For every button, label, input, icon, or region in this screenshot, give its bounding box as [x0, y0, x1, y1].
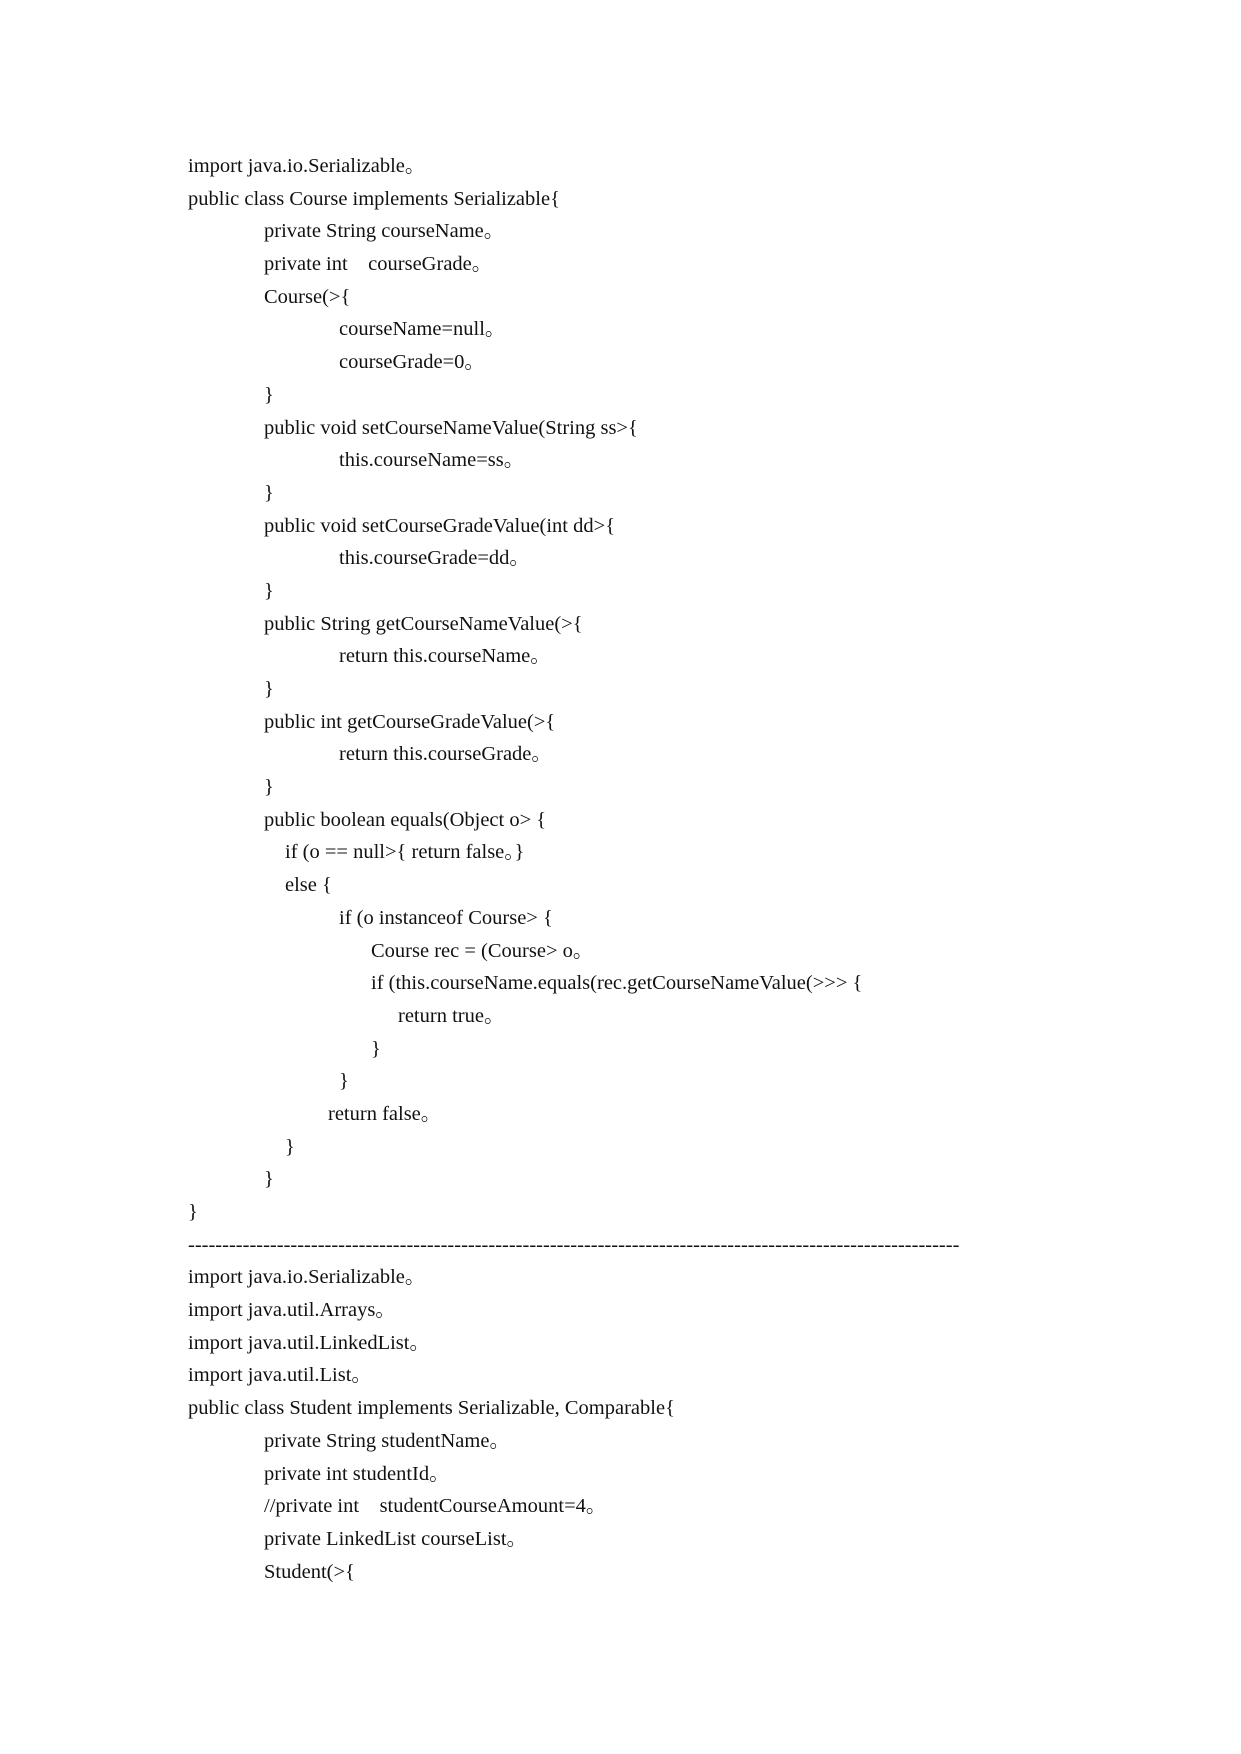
code-line: } — [188, 1201, 198, 1223]
code-line: } — [264, 776, 274, 799]
code-line: } — [371, 1037, 381, 1060]
code-line: } — [264, 481, 274, 504]
code-line: private String courseName。 — [264, 220, 505, 243]
code-line: Student(>{ — [264, 1560, 355, 1583]
separator-line: ----------------------------------------------------------------------------------------------------------------- — [188, 1233, 960, 1256]
code-line: import java.io.Serializable。 — [188, 155, 426, 177]
code-line: return false。 — [328, 1102, 442, 1125]
code-line: import java.util.LinkedList。 — [188, 1331, 430, 1354]
code-line: private int courseGrade。 — [264, 253, 493, 276]
code-line: public class Course implements Serializable{ — [188, 187, 560, 210]
code-line: } — [264, 383, 274, 406]
code-line: return this.courseGrade。 — [339, 743, 552, 766]
code-line: public class Student implements Serializable, Comparable{ — [188, 1397, 675, 1420]
code-line: courseGrade=0。 — [339, 351, 485, 374]
code-line: public void setCourseGradeValue(int dd>{ — [264, 514, 616, 537]
code-line: return true。 — [398, 1004, 505, 1027]
code-line: private String studentName。 — [264, 1429, 510, 1452]
code-line: if (this.courseName.equals(rec.getCourseNameValue(>>> { — [371, 972, 863, 995]
code-line: import java.util.List。 — [188, 1364, 372, 1387]
code-line: public boolean equals(Object o> { — [264, 808, 547, 831]
code-line: import java.util.Arrays。 — [188, 1299, 396, 1322]
code-line: } — [285, 1135, 295, 1158]
code-line: private int studentId。 — [264, 1462, 450, 1485]
code-line: public void setCourseNameValue(String ss>{ — [264, 416, 638, 439]
code-line: if (o == null>{ return false。} — [285, 841, 525, 864]
code-line: public String getCourseNameValue(>{ — [264, 612, 583, 635]
code-line: public int getCourseGradeValue(>{ — [264, 710, 556, 733]
code-line: } — [264, 579, 274, 602]
code-line: //private int studentCourseAmount=4。 — [264, 1495, 607, 1518]
code-line: else { — [285, 874, 332, 897]
code-line: } — [264, 678, 274, 700]
code-line: this.courseName=ss。 — [339, 449, 525, 472]
code-line: } — [339, 1070, 349, 1093]
code-line: private LinkedList courseList。 — [264, 1527, 528, 1550]
code-line: import java.io.Serializable。 — [188, 1266, 426, 1289]
code-line: Course(>{ — [264, 285, 351, 308]
code-listing — [188, 150, 1088, 1588]
code-line: if (o instanceof Course> { — [339, 906, 553, 929]
code-line: this.courseGrade=dd。 — [339, 547, 530, 570]
code-line: courseName=null。 — [339, 318, 506, 341]
code-line: Course rec = (Course> o。 — [371, 939, 594, 962]
code-line: } — [264, 1168, 274, 1191]
code-line: return this.courseName。 — [339, 645, 551, 668]
